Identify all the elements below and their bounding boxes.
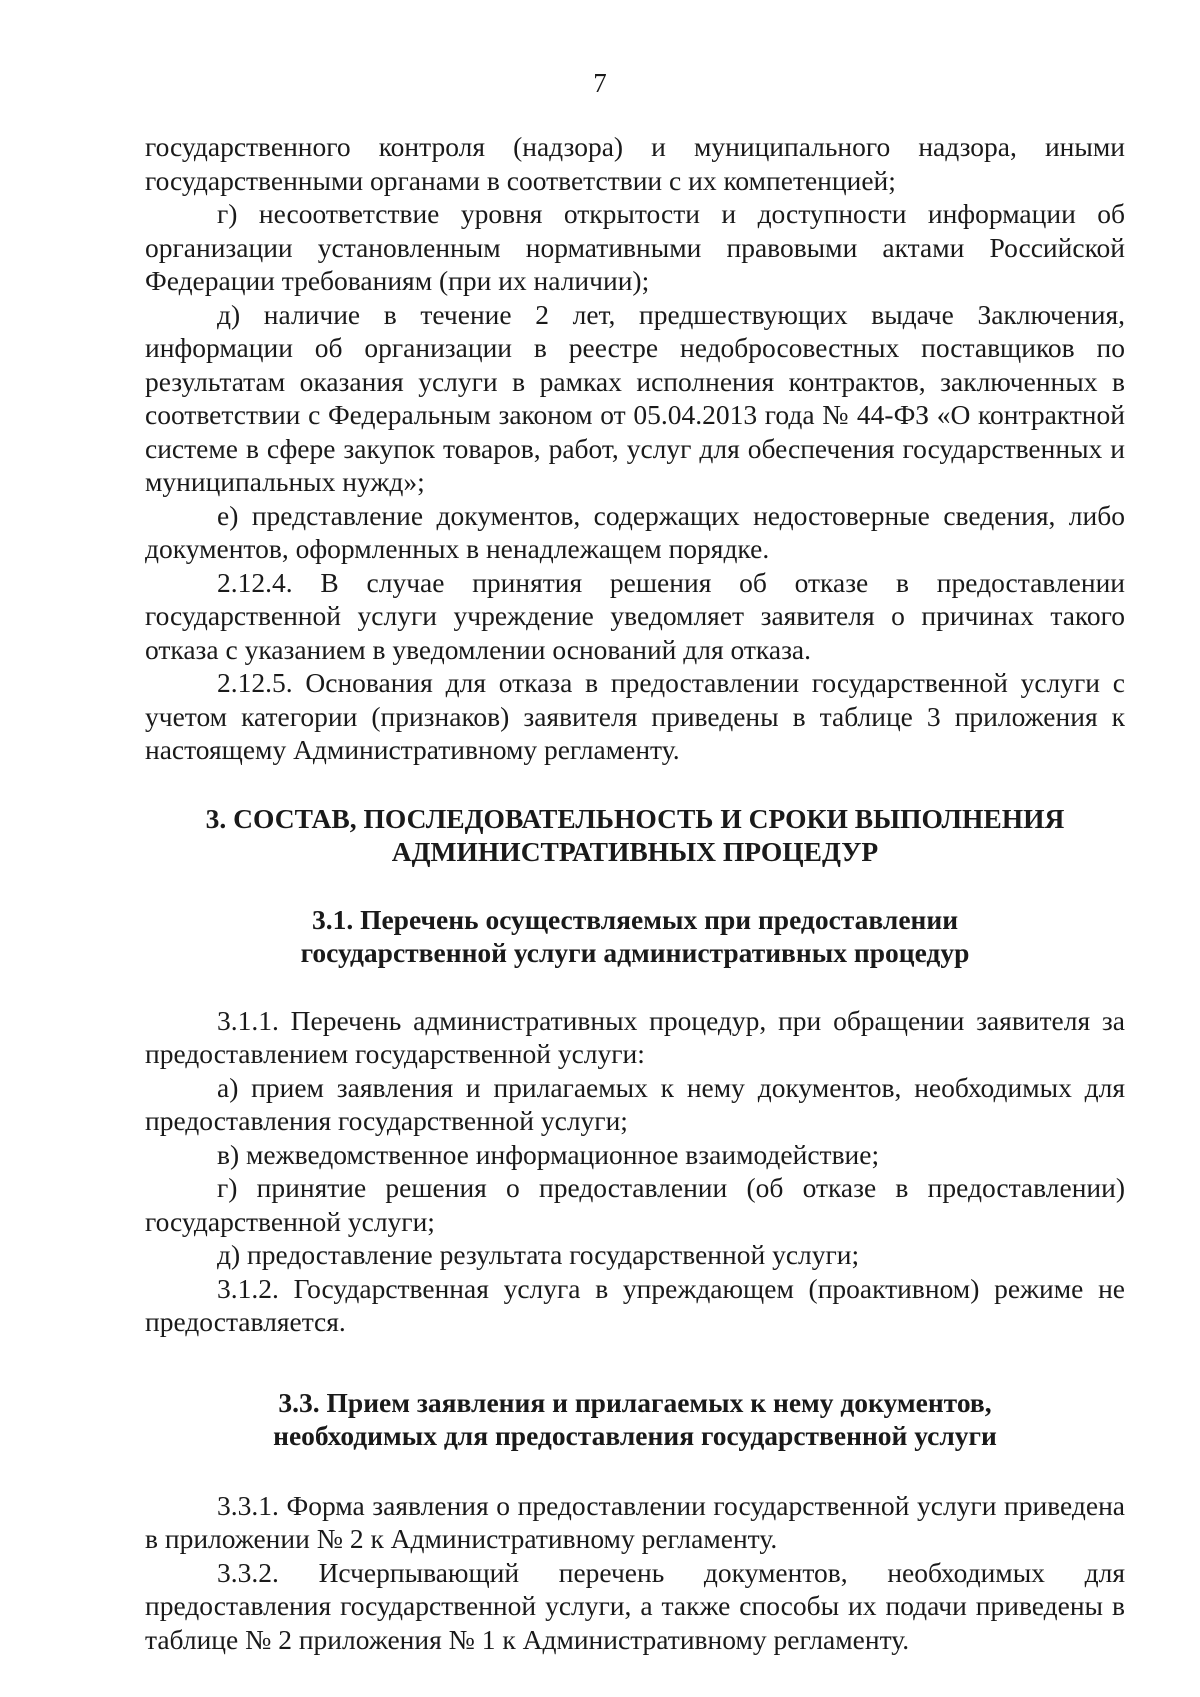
page-number: 7	[593, 68, 607, 98]
paragraph: е) представление документов, содержащих недостоверные сведения, либо документов, оформленных в ненадлежащем порядке.	[145, 499, 1125, 564]
paragraph: д) наличие в течение 2 лет, предшествующих выдаче Заключения, информации об организации в реестре недобросовестных поставщиков по результатам оказания услуги в рамках исполнения контрактов, заключенных в соответствии с Федеральным законом от 05.04.2013 года № 44-ФЗ «О контрактной системе в сфере закупок товаров, работ, услуг для обеспечения государственных и муниципальных нужд»;	[145, 298, 1125, 497]
section-3-3-heading-line: необходимых для предоставления государственной услуги	[273, 1420, 997, 1451]
paragraph: а) прием заявления и прилагаемых к нему документов, необходимых для предоставления государственной услуги;	[145, 1071, 1125, 1136]
section-3-1-heading	[145, 903, 1125, 970]
paragraph: 3.3.1. Форма заявления о предоставлении государственной услуги приведена в приложении № 2 к Административному регламенту.	[145, 1489, 1125, 1554]
section-3-heading-line: 3. СОСТАВ, ПОСЛЕДОВАТЕЛЬНОСТЬ И СРОКИ ВЫПОЛНЕНИЯ	[205, 802, 1065, 834]
section-3-heading-line: АДМИНИСТРАТИВНЫХ ПРОЦЕДУР	[391, 836, 879, 867]
section-3-3-heading-line: 3.3. Прием заявления и прилагаемых к нему документов,	[278, 1386, 992, 1418]
section-3-1-heading-line: 3.1. Перечень осуществляемых при предоставлении	[311, 903, 959, 935]
paragraph: 3.1.2. Государственная услуга в упреждающем (проактивном) режиме не предоставляется.	[145, 1272, 1125, 1337]
section-3-heading	[145, 802, 1125, 869]
paragraph: государственного контроля (надзора) и муниципального надзора, иными государственными органами в соответствии с их компетенцией;	[145, 131, 1125, 196]
paragraph: в) межведомственное информационное взаимодействие;	[217, 1138, 880, 1170]
paragraph: 3.3.2. Исчерпывающий перечень документов, необходимых для предоставления государственной услуги, а также способы их подачи приведены в таблице № 2 приложения № 1 к Административному регламенту.	[145, 1556, 1125, 1655]
paragraph: г) несоответствие уровня открытости и доступности информации об организации установленным нормативными правовыми актами Российской Федерации требованиям (при их наличии);	[145, 198, 1125, 296]
paragraph: д) предоставление результата государственной услуги;	[217, 1239, 860, 1270]
paragraph: 2.12.4. В случае принятия решения об отказе в предоставлении государственной услуги учреждение уведомляет заявителя о причинах такого отказа с указанием в уведомлении оснований для отказа.	[145, 566, 1125, 665]
paragraph: 3.1.1. Перечень административных процедур, при обращении заявителя за предоставлением государственной услуги:	[145, 1004, 1125, 1069]
paragraph: г) принятие решения о предоставлении (об отказе в предоставлении) государственной услуги;	[145, 1172, 1125, 1237]
section-3-1-heading-line: государственной услуги административных процедур	[300, 937, 970, 968]
paragraph: 2.12.5. Основания для отказа в предоставлении государственной услуги с учетом категории (признаков) заявителя приведены в таблице 3 приложения к настоящему Административному регламенту.	[145, 667, 1125, 765]
document-body	[145, 130, 1125, 1656]
section-3-3-heading	[145, 1386, 1125, 1453]
